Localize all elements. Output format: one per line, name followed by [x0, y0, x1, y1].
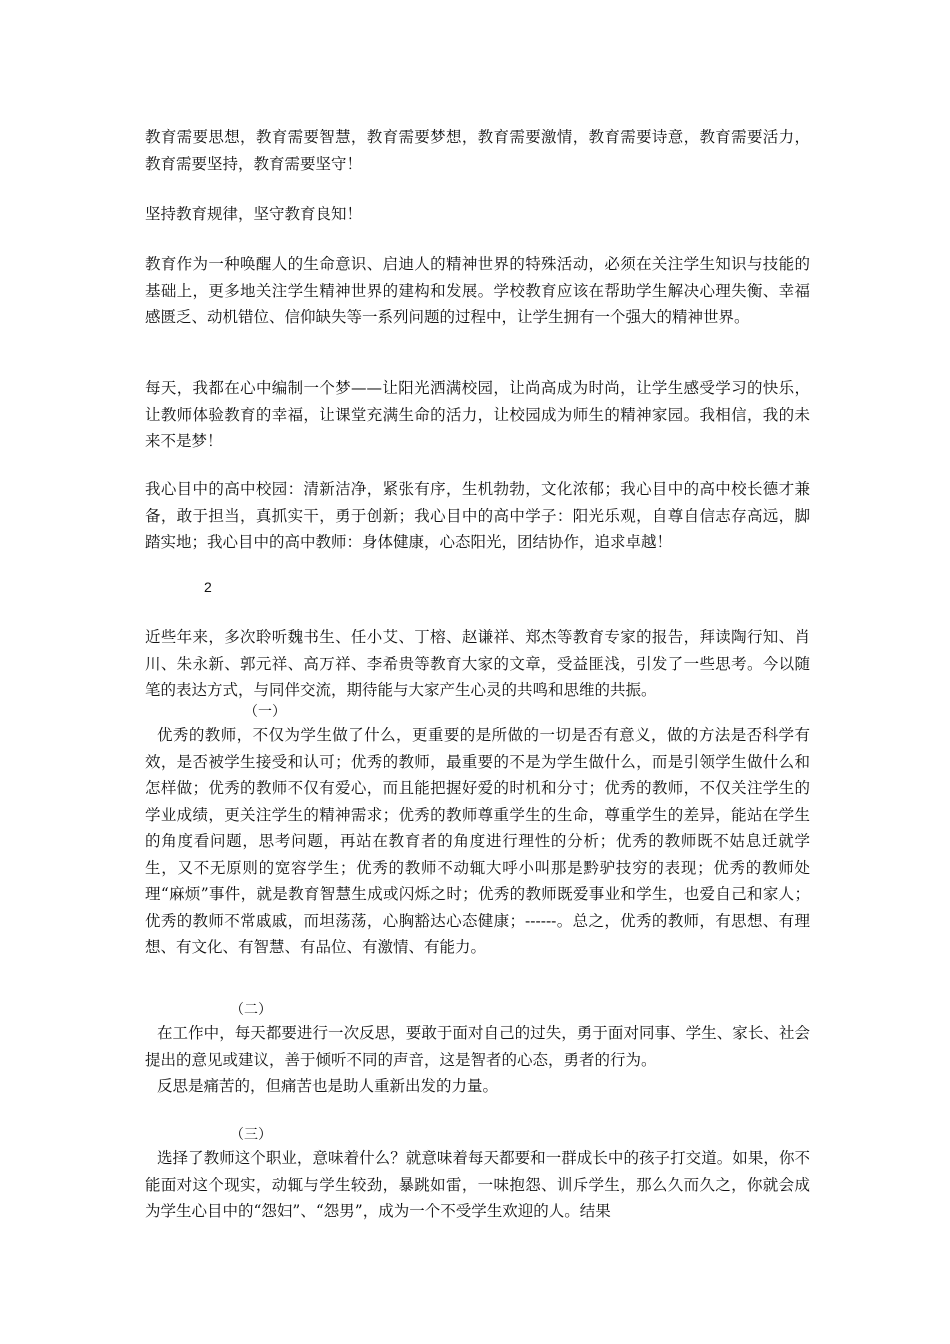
paragraph-daily-dream: 每天，我都在心中编制一个梦——让阳光洒满校园，让尚高成为时尚，让学生感受学习的快乐，让教师体验教育的幸福，让课堂充满生命的活力，让校园成为师生的精神家园。我相信，我的未来不是梦！	[145, 379, 810, 450]
section-heading-one: （一）	[244, 704, 286, 720]
section-heading-two: （二）	[230, 1002, 272, 1018]
paragraph-awakening-spirit: 教育作为一种唤醒人的生命意识、启迪人的精神世界的特殊活动，必须在关注学生知识与技能的基础上，更多地关注学生精神世界的建构和发展。学校教育应该在帮助学生解决心理失衡、幸福感匮乏、动机错位、信仰缺失等一系列问题的过程中，让学生拥有一个强大的精神世界。	[145, 255, 810, 326]
paragraph-persist-rules: 坚持教育规律，坚守教育良知！	[145, 205, 363, 223]
paragraph-intro-reflections: 近些年来，多次聆听魏书生、任小艾、丁榕、赵谦祥、郑杰等教育专家的报告，拜读陶行知、肖川、朱永新、郭元祥、高万祥、李希贵等教育大家的文章，受益匪浅，引发了一些思考。今以随笔的表达方式，与同伴交流，期待能与大家产生心灵的共鸣和思维的共振。	[145, 628, 810, 699]
paragraph-excellent-teacher: 优秀的教师，不仅为学生做了什么，更重要的是所做的一切是否有意义，做的方法是否科学有效，是否被学生接受和认可；优秀的教师，最重要的不是为学生做什么，而是引领学生做什么和怎样做；优秀的教师不仅有爱心，而且能把握好爱的时机和分寸；优秀的教师，不仅关注学生的学业成绩，更关注学生的精神需求；优秀的教师尊重学生的生命，尊重学生的差异，能站在学生的角度看问题，思考问题，再站在教育者的角度进行理性的分析；优秀的教师既不姑息迁就学生，又不无原则的宽容学生；优秀的教师不动辄大呼小叫那是黔驴技穷的表现；优秀的教师处理“麻烦”事件，就是教育智慧生成或闪烁之时；优秀的教师既爱事业和学生，也爱自己和家人；优秀的教师不常戚戚，而坦荡荡，心胸豁达心态健康；------。总之，优秀的教师，有思想、有理想、有文化、有智慧、有品位、有激情、有能力。	[145, 726, 810, 956]
paragraph-ideal-school: 我心目中的高中校园：清新洁净，紧张有序，生机勃勃，文化浓郁；我心目中的高中校长德才兼备，敢于担当，真抓实干，勇于创新；我心目中的高中学子：阳光乐观，自尊自信志存高远，脚踏实地；我心目中的高中教师：身体健康，心态阳光，团结协作，追求卓越！	[145, 480, 810, 551]
page-number: 2	[204, 579, 212, 595]
section-heading-three: （三）	[230, 1127, 272, 1143]
paragraph-reflection-pain: 反思是痛苦的，但痛苦也是助人重新出发的力量。	[157, 1077, 499, 1095]
paragraph-choosing-teaching: 选择了教师这个职业，意味着什么？就意味着每天都要和一群成长中的孩子打交道。如果，你不能面对这个现实，动辄与学生较劲，暴跳如雷，一味抱怨、训斥学生，那么久而久之，你就会成为学生心目中的“怨妇”、“怨男”，成为一个不受学生欢迎的人。结果	[145, 1149, 810, 1220]
paragraph-daily-reflection: 在工作中，每天都要进行一次反思，要敢于面对自己的过失，勇于面对同事、学生、家长、社会提出的意见或建议，善于倾听不同的声音，这是智者的心态，勇者的行为。	[145, 1024, 810, 1069]
paragraph-education-needs: 教育需要思想，教育需要智慧，教育需要梦想，教育需要激情，教育需要诗意，教育需要活力，教育需要坚持，教育需要坚守！	[145, 128, 810, 173]
